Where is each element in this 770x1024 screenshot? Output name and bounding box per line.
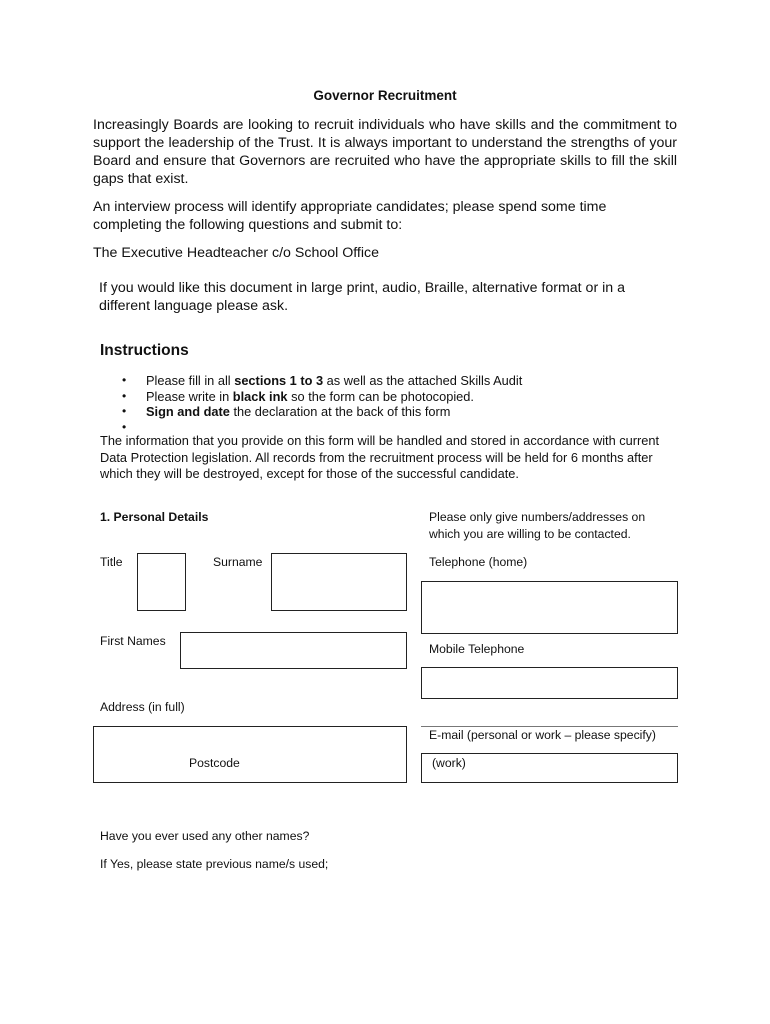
data-protection-paragraph: The information that you provide on this form will be handled and stored in accordance with current Data Protection legislation. All records from the recruitment process will be held for 6 months after which they will be destroyed, except for those of the successful candidate.: [100, 433, 660, 481]
title-label: Title: [100, 555, 123, 569]
instructions-list: [120, 373, 522, 435]
telephone-home-label: Telephone (home): [429, 555, 528, 569]
instruction-item: • Please write in black ink so the form can be photocopied.: [120, 389, 522, 405]
address-label: Address (in full): [100, 700, 185, 714]
interview-paragraph: An interview process will identify appropriate candidates; please spend some time completing the following questions and submit to:: [93, 199, 607, 233]
other-names-question: Have you ever used any other names?: [100, 829, 310, 843]
submit-to-text: The Executive Headteacher c/o School Office: [93, 245, 380, 261]
intro-paragraph: Increasingly Boards are looking to recruit individuals who have skills and the commitment to support the leadership of the Trust. It is always important to understand the strengths of your Board and ensure that Governors are recruited who have the appropriate skills to fill the skill gaps that exist.: [93, 117, 677, 187]
accessibility-note: If you would like this document in large print, audio, Braille, alternative format or in a different language please ask.: [99, 280, 625, 314]
page-title: Governor Recruitment: [313, 88, 457, 103]
email-field[interactable]: [421, 753, 678, 783]
contact-note-line2: which you are willing to be contacted.: [429, 527, 631, 541]
contact-note-line1: Please only give numbers/addresses on: [429, 510, 646, 524]
instruction-item: • Please fill in all sections 1 to 3 as well as the attached Skills Audit: [120, 373, 522, 389]
postcode-label: Postcode: [189, 756, 240, 770]
email-work-value: (work): [432, 756, 466, 770]
mobile-telephone-label: Mobile Telephone: [429, 642, 525, 656]
instruction-item: • Sign and date the declaration at the back of this form: [120, 404, 522, 420]
mobile-telephone-field[interactable]: [421, 667, 678, 699]
divider-line: [421, 726, 678, 727]
first-names-label: First Names: [100, 634, 166, 648]
email-label: E-mail (personal or work – please specify): [429, 728, 656, 742]
telephone-home-field[interactable]: [421, 581, 678, 634]
title-field[interactable]: [137, 553, 186, 611]
surname-label: Surname: [213, 555, 263, 569]
personal-details-heading: 1. Personal Details: [100, 510, 209, 524]
first-names-field[interactable]: [180, 632, 407, 669]
instructions-heading: Instructions: [100, 342, 189, 359]
previous-names-prompt: If Yes, please state previous name/s used;: [100, 857, 329, 871]
surname-field[interactable]: [271, 553, 407, 611]
address-field[interactable]: [93, 726, 407, 783]
